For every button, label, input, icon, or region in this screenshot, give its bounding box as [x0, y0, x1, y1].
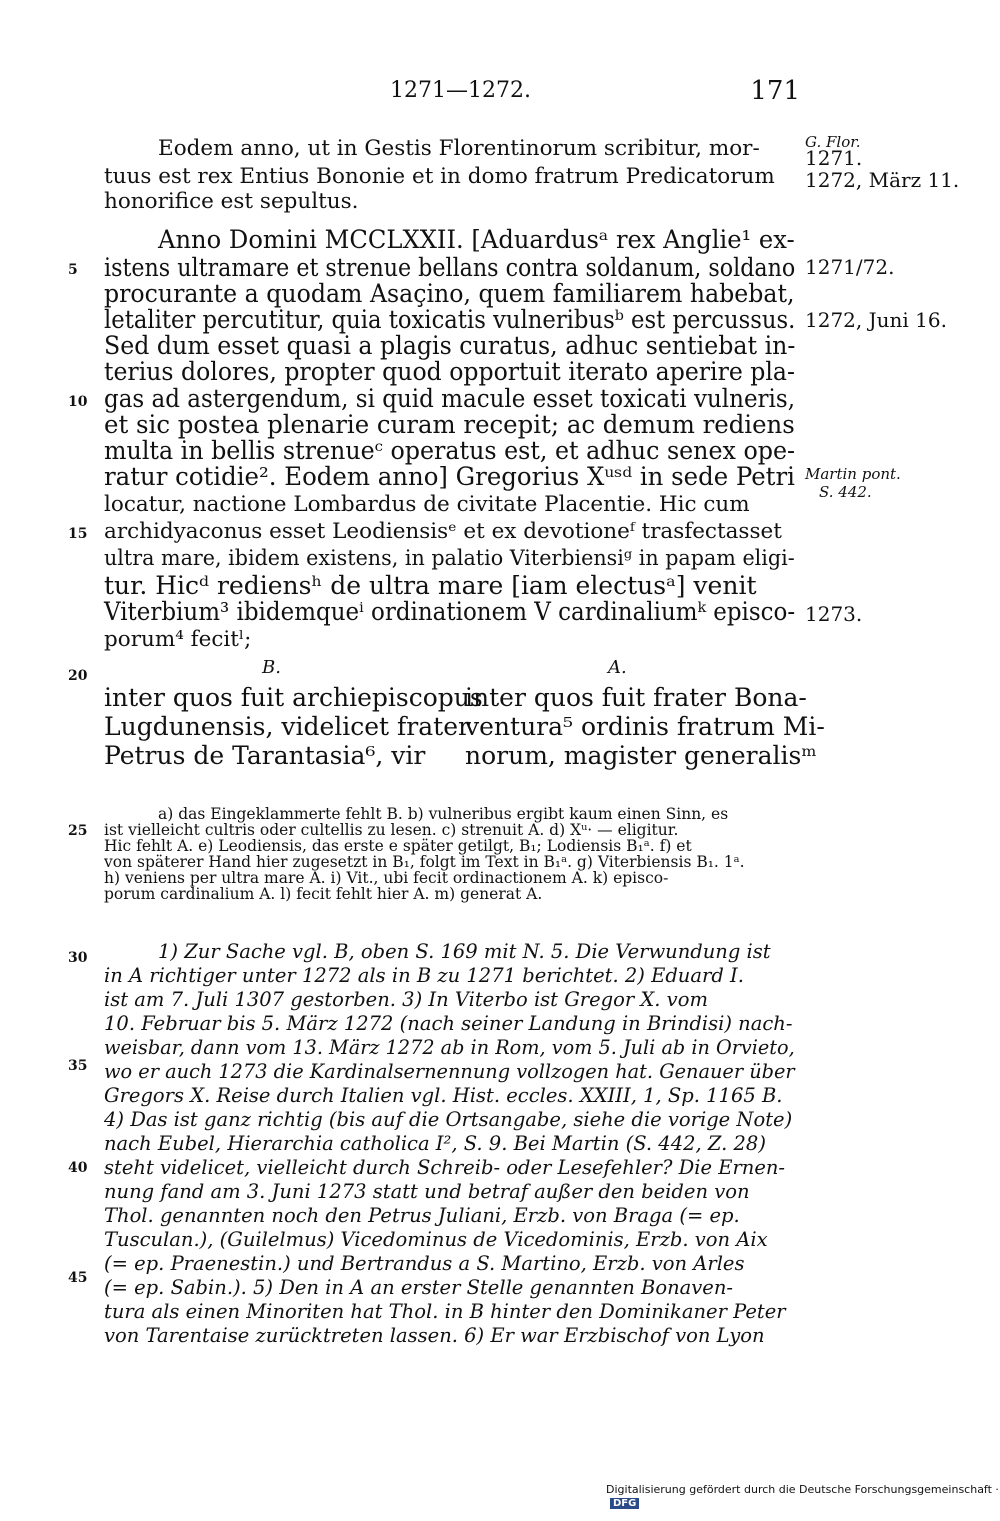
note-line: Gregors X. Reise durch Italien vgl. Hist. eccles. XXIII, 1, Sp. 1165 B. — [104, 1084, 783, 1107]
variant-line: von späterer Hand hier zugesetzt in B₁, folgt im Text in B₁ᵃ. g) Viterbiensis B₁. 1ᵃ. — [104, 853, 745, 871]
variant-line: h) veniens per ultra mare A. i) Vit., ubi fecit ordinactionem A. k) episco- — [104, 869, 669, 887]
margin-note-value: 1271. — [805, 146, 863, 170]
year-range: 1271—1272. — [390, 78, 531, 103]
note-line: ist am 7. Juli 1307 gestorben. 3) In Viterbo ist Gregor X. vom — [104, 988, 708, 1011]
text-line: archidyaconus esset Leodiensisᵉ et ex devotioneᶠ trasfectasset — [104, 519, 782, 544]
margin-note — [805, 132, 863, 170]
text-line: locatur, nactione Lombardus de civitate Placentie. Hic cum — [104, 492, 750, 517]
note-line: nung fand am 3. Juni 1273 statt und betraf außer den beiden von — [104, 1180, 750, 1203]
column-a — [465, 683, 825, 770]
note-line: von Tarentaise zurücktreten lassen. 6) Er war Erzbischof von Lyon — [104, 1324, 765, 1347]
column-head-a: A. — [608, 657, 627, 678]
text-line: porum⁴ fecitˡ; — [104, 627, 252, 652]
note-line: steht videlicet, vielleicht durch Schreib- oder Lesefehler? Die Ernen- — [104, 1156, 786, 1179]
column-line: norum, magister generalisᵐ — [465, 741, 817, 770]
note-line: weisbar, dann vom 13. März 1272 ab in Rom, vom 5. Juli ab in Orvieto, — [104, 1036, 795, 1059]
line-number: 10 — [68, 394, 88, 410]
line-number: 30 — [68, 950, 88, 966]
text-line: terius dolores, propter quod opportuit iterato aperire pla- — [104, 357, 795, 386]
text-line: tur. Hicᵈ rediensʰ de ultra mare [iam electusᵃ] venit — [104, 571, 757, 600]
column-line: inter quos fuit archiepiscopus — [104, 683, 483, 712]
line-number: 45 — [68, 1270, 88, 1286]
margin-note-value: 1271/72. — [805, 255, 895, 279]
note-line: Thol. genannten noch den Petrus Juliani, Erzb. von Braga (= ep. — [104, 1204, 740, 1227]
dfg-logo: DFG — [610, 1498, 639, 1509]
line-number: 35 — [68, 1058, 88, 1074]
note-line: in A richtiger unter 1272 als in B zu 1271 berichtet. 2) Eduard I. — [104, 964, 744, 987]
text-line: multa in bellis strenueᶜ operatus est, et adhuc senex ope- — [104, 436, 796, 465]
text-line: ultra mare, ibidem existens, in palatio Viterbiensiᵍ in papam eligi- — [104, 546, 795, 571]
footer-credit — [606, 1483, 1000, 1509]
column-line: ventura⁵ ordinis fratrum Mi- — [465, 712, 825, 741]
line-number: 5 — [68, 262, 78, 278]
note-line: nach Eubel, Hierarchia catholica I², S. 9. Bei Martin (S. 442, Z. 28) — [104, 1132, 766, 1155]
text-line: istens ultramare et strenue bellans contra soldanum, soldano — [104, 253, 796, 282]
page-number: 171 — [750, 76, 800, 106]
margin-note — [805, 168, 959, 192]
text-line: gas ad astergendum, si quid macule esset toxicati vulneris, — [104, 384, 796, 413]
margin-note — [805, 255, 894, 279]
note-line: 4) Das ist ganz richtig (bis auf die Ortsangabe, siehe die vorige Note) — [104, 1108, 793, 1131]
text-line: Eodem anno, ut in Gestis Florentinorum scribitur, mor- — [158, 136, 760, 161]
margin-note-label: Martin pont. — [805, 465, 901, 483]
note-line: (= ep. Sabin.). 5) Den in A an erster Stelle genannten Bonaven- — [104, 1276, 733, 1299]
margin-note-value: 1273. — [805, 602, 863, 626]
variant-line: Hic fehlt A. e) Leodiensis, das erste e später getilgt, B₁; Lodiensis B₁ᵃ. f) et — [104, 837, 692, 855]
margin-note — [805, 308, 947, 332]
column-b — [104, 683, 483, 770]
column-line: Petrus de Tarantasia⁶, vir — [104, 741, 426, 770]
text-line: honorifice est sepultus. — [104, 189, 359, 214]
variant-line: a) das Eingeklammerte fehlt B. b) vulneribus ergibt kaum einen Sinn, es — [158, 805, 729, 823]
column-line: inter quos fuit frater Bona- — [465, 683, 807, 712]
note-line: wo er auch 1273 die Kardinalsernennung vollzogen hat. Genauer über — [104, 1060, 795, 1083]
page-header — [100, 78, 800, 112]
column-line: Lugdunensis, videlicet frater — [104, 712, 470, 741]
note-line: (= ep. Praenestin.) und Bertrandus a S. Martino, Erzb. von Arles — [104, 1252, 745, 1275]
column-head-b: B. — [262, 657, 281, 678]
text-line: Viterbium³ ibidemqueⁱ ordinationem V cardinaliumᵏ episco- — [104, 597, 796, 626]
margin-note-value: S. 442. — [819, 483, 872, 501]
text-line: et sic postea plenarie curam recepit; ac demum rediens — [104, 410, 795, 439]
variant-line: porum cardinalium A. l) fecit fehlt hier A. m) generat A. — [104, 885, 543, 903]
variant-line: ist vielleicht cultris oder cultellis zu lesen. c) strenuit A. d) Xᵘ· — eligitur. — [104, 821, 679, 839]
note-line: 10. Februar bis 5. März 1272 (nach seiner Landung in Brindisi) nach- — [104, 1012, 793, 1035]
margin-note-value: 1272, Juni 16. — [805, 308, 947, 332]
margin-note-value: 1272, März 11. — [805, 168, 960, 192]
note-line: Tusculan.), (Guilelmus) Vicedominus de Vicedominis, Erzb. von Aix — [104, 1228, 768, 1251]
line-number: 15 — [68, 526, 88, 542]
text-line: Anno Domini MCCLXXII. [Aduardusᵃ rex Anglie¹ ex- — [158, 225, 795, 254]
margin-note-label: G. Flor. — [805, 133, 861, 151]
text-line: Sed dum esset quasi a plagis curatus, adhuc sentiebat in- — [104, 331, 796, 360]
text-line: letaliter percutitur, quia toxicatis vulneribusᵇ est percussus. — [104, 305, 796, 334]
text-line: procurante a quodam Asaçino, quem familiarem habebat, — [104, 279, 795, 308]
margin-note — [805, 464, 901, 500]
line-number: 25 — [68, 823, 88, 839]
footer-text: Digitalisierung gefördert durch die Deutsche Forschungsgemeinschaft · — [606, 1483, 999, 1496]
line-number: 20 — [68, 668, 88, 684]
note-line: 1) Zur Sache vgl. B, oben S. 169 mit N. 5. Die Verwundung ist — [158, 940, 771, 963]
note-line: tura als einen Minoriten hat Thol. in B hinter den Dominikaner Peter — [104, 1300, 786, 1323]
text-line: ratur cotidie². Eodem anno] Gregorius Xᵘˢᵈ in sede Petri — [104, 462, 795, 491]
line-number: 40 — [68, 1160, 88, 1176]
text-line: tuus est rex Entius Bononie et in domo fratrum Predicatorum — [104, 164, 775, 189]
margin-note — [805, 602, 862, 626]
